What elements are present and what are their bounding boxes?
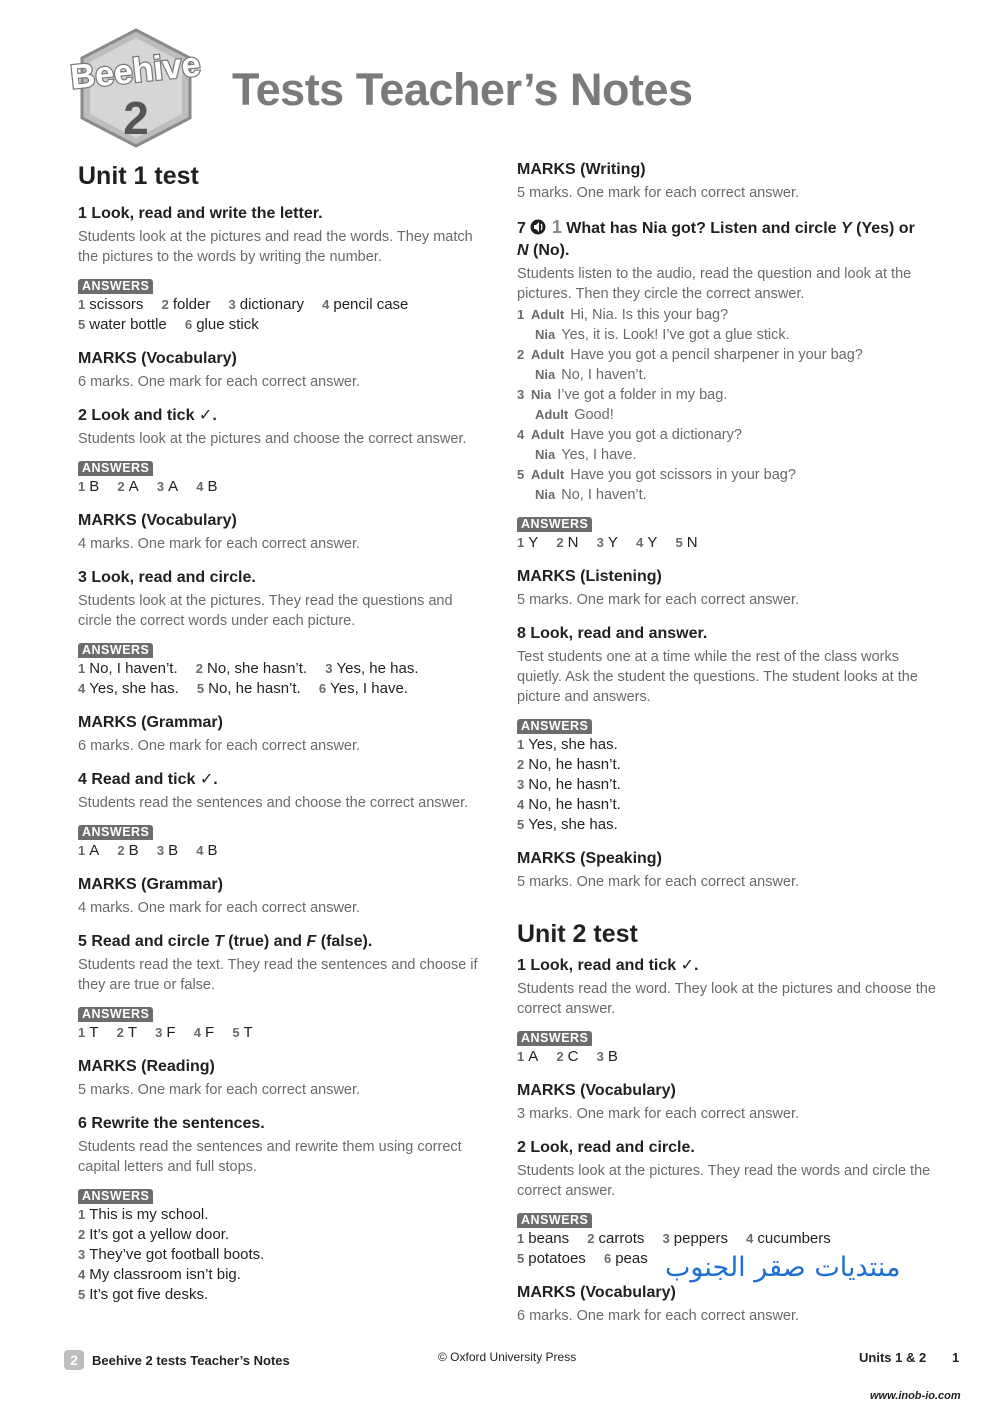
marks-5 — [78, 1057, 488, 1100]
marks-text: 6 marks. One mark for each correct answer. — [78, 374, 361, 390]
dialogue-line: 4 Adult Have you got a dictionary? — [517, 427, 742, 443]
marks-heading: MARKS (Writing) — [517, 161, 646, 178]
answers-label: ANSWERS — [78, 1189, 153, 1204]
question-desc: Students read the word. They look at the pictures and choose the correct answer. — [517, 981, 936, 1017]
answers-line: 4 No, he hasn’t. — [517, 796, 621, 813]
answers-line: 5 It’s got five desks. — [78, 1286, 209, 1303]
answers-line: 2 It’s got a yellow door. — [78, 1226, 230, 1243]
answers-label: ANSWERS — [78, 643, 153, 658]
marks-3 — [78, 713, 488, 756]
question-title: 5 Read and circle T (true) and F (false). — [78, 933, 373, 950]
marks-heading: MARKS (Listening) — [517, 568, 662, 585]
page-number: 1 — [952, 1350, 960, 1365]
question-title: 8 Look, read and answer. — [517, 625, 708, 642]
marks-heading: MARKS (Grammar) — [78, 876, 223, 893]
marks-heading: MARKS (Vocabulary) — [517, 1082, 676, 1099]
question-desc: Students look at the pictures. They read the questions and circle the correct words under each picture. — [78, 593, 453, 629]
marks-heading: MARKS (Vocabulary) — [517, 1284, 676, 1301]
marks-4 — [78, 875, 488, 918]
question-desc: Students read the sentences and rewrite them using correct capital letters and full stops. — [78, 1139, 462, 1175]
answers-line: 1 This is my school. — [78, 1206, 209, 1223]
logo-word: Beehive — [68, 45, 203, 97]
answers-label: ANSWERS — [78, 461, 153, 476]
question-desc: Students look at the pictures and choose the correct answer. — [78, 431, 467, 447]
marks-8 — [517, 849, 937, 892]
marks-heading: MARKS (Reading) — [78, 1058, 215, 1075]
marks-heading: MARKS (Grammar) — [78, 714, 223, 731]
marks-text: 5 marks. One mark for each correct answer. — [517, 592, 800, 608]
answers-line: 3 They’ve got football boots. — [78, 1246, 265, 1263]
question-1 — [78, 204, 488, 335]
question-title: 1 Look, read and tick ✓. — [517, 957, 699, 974]
question-title: 3 Look, read and circle. — [78, 569, 256, 586]
question-desc: Students look at the pictures and read the words. They match the pictures to the words by writing the number. — [78, 229, 473, 265]
dialogue — [517, 305, 937, 505]
marks-2 — [78, 511, 488, 554]
question-7 — [517, 217, 937, 553]
answers-line: 4 My classroom isn’t big. — [78, 1266, 241, 1283]
answers-line: 1 Yes, she has. — [517, 736, 618, 753]
question-title: 6 Rewrite the sentences. — [78, 1115, 265, 1132]
answers-label: ANSWERS — [517, 1213, 592, 1228]
question-title: 2 Look and tick ✓. — [78, 407, 217, 424]
dialogue-line: 2 Adult Have you got a pencil sharpener in your bag? — [517, 347, 863, 363]
answers-line: 1 scissors 2 folder 3 dictionary 4 pencil case — [78, 296, 409, 313]
dialogue-line: Nia No, I haven’t. — [535, 367, 647, 383]
marks-1 — [78, 349, 488, 392]
answers-line: 1 No, I haven’t. 2 No, she hasn’t. 3 Yes, he has. — [78, 660, 419, 677]
question-5 — [78, 932, 488, 1043]
logo-number: 2 — [123, 92, 149, 144]
audio-icon — [530, 219, 547, 241]
answers-label: ANSWERS — [517, 517, 592, 532]
marks-text: 5 marks. One mark for each correct answer. — [78, 1082, 361, 1098]
answers-label: ANSWERS — [78, 825, 153, 840]
answers-label: ANSWERS — [78, 1007, 153, 1022]
footer-copyright: © Oxford University Press — [438, 1350, 577, 1364]
answers-line: 4 Yes, she has. 5 No, he hasn’t. 6 Yes, I have. — [78, 680, 408, 697]
question-6 — [78, 1114, 488, 1305]
answers-line: 1 B 2 A 3 A 4 B — [78, 478, 218, 495]
unit2-marks-2 — [517, 1283, 937, 1326]
left-column — [78, 160, 488, 1319]
question-title: 7 1 What has Nia got? Listen and circle Y (Yes) or N (No). — [517, 217, 915, 259]
beehive-logo — [50, 26, 222, 148]
answers-line: 1 A 2 C 3 B — [517, 1048, 618, 1065]
footer-units: Units 1 & 2 — [859, 1350, 927, 1365]
answers-line: 5 Yes, she has. — [517, 816, 618, 833]
marks-7 — [517, 567, 937, 610]
marks-text: 6 marks. One mark for each correct answer. — [517, 1308, 800, 1324]
dialogue-line: Nia No, I haven’t. — [535, 487, 647, 503]
footer-title: Beehive 2 tests Teacher’s Notes — [92, 1353, 290, 1368]
unit2-question-1 — [517, 956, 937, 1067]
watermark-text: منتديات صقر الجنوب — [665, 1252, 901, 1283]
unit2-marks-1 — [517, 1081, 937, 1124]
marks-heading: MARKS (Vocabulary) — [78, 350, 237, 367]
question-title: 2 Look, read and circle. — [517, 1139, 695, 1156]
marks-text: 5 marks. One mark for each correct answer. — [517, 185, 800, 201]
marks-text: 4 marks. One mark for each correct answer. — [78, 536, 361, 552]
right-column — [517, 160, 937, 1340]
answers-label: ANSWERS — [517, 1031, 592, 1046]
question-4 — [78, 770, 488, 861]
marks-text: 4 marks. One mark for each correct answer. — [78, 900, 361, 916]
answers-line: 5 water bottle 6 glue stick — [78, 316, 259, 333]
question-2 — [78, 406, 488, 497]
marks-6 — [517, 160, 937, 203]
dialogue-line: 5 Adult Have you got scissors in your bag? — [517, 467, 796, 483]
question-desc: Students read the sentences and choose the correct answer. — [78, 795, 469, 811]
answers-line: 1 beans 2 carrots 3 peppers 4 cucumbers — [517, 1230, 831, 1247]
marks-heading: MARKS (Speaking) — [517, 850, 662, 867]
answers-line: 3 No, he hasn’t. — [517, 776, 621, 793]
question-desc: Students read the text. They read the sentences and choose if they are true or false. — [78, 957, 478, 993]
question-desc: Students look at the pictures. They read the words and circle the correct answer. — [517, 1163, 931, 1199]
answers-line: 2 No, he hasn’t. — [517, 756, 621, 773]
question-desc: Test students one at a time while the rest of the class works quietly. Ask the student the questions. The student looks at the picture and answers. — [517, 649, 918, 705]
marks-text: 6 marks. One mark for each correct answer. — [78, 738, 361, 754]
question-desc: Students listen to the audio, read the question and look at the pictures. Then they circle the correct answer. — [517, 266, 912, 302]
question-title: 1 Look, read and write the letter. — [78, 205, 323, 222]
dialogue-line: Nia Yes, I have. — [535, 447, 637, 463]
dialogue-line: Adult Good! — [535, 407, 614, 423]
unit2-question-2 — [517, 1138, 937, 1269]
page-title: Tests Teacher’s Notes — [232, 64, 693, 115]
answers-line: 1 Y 2 N 3 Y 4 Y 5 N — [517, 534, 698, 551]
footer — [64, 1350, 290, 1370]
footer-badge: 2 — [64, 1350, 84, 1370]
answers-line: 1 T 2 T 3 F 4 F 5 T — [78, 1024, 253, 1041]
question-3 — [78, 568, 488, 699]
dialogue-line: Nia Yes, it is. Look! I’ve got a glue stick. — [535, 327, 790, 343]
answers-line: 5 potatoes 6 peas — [517, 1250, 648, 1267]
question-title: 4 Read and tick ✓. — [78, 771, 218, 788]
unit-2-title: Unit 2 test — [517, 920, 638, 948]
unit-1-title: Unit 1 test — [78, 162, 199, 190]
marks-text: 3 marks. One mark for each correct answer. — [517, 1106, 800, 1122]
marks-heading: MARKS (Vocabulary) — [78, 512, 237, 529]
dialogue-line: 1 Adult Hi, Nia. Is this your bag? — [517, 307, 729, 323]
site-url: www.inob-io.com — [870, 1390, 961, 1402]
answers-label: ANSWERS — [78, 279, 153, 294]
dialogue-line: 3 Nia I’ve got a folder in my bag. — [517, 387, 728, 403]
answers-label: ANSWERS — [517, 719, 592, 734]
answers-line: 1 A 2 B 3 B 4 B — [78, 842, 218, 859]
marks-text: 5 marks. One mark for each correct answer. — [517, 874, 800, 890]
question-8 — [517, 624, 937, 835]
